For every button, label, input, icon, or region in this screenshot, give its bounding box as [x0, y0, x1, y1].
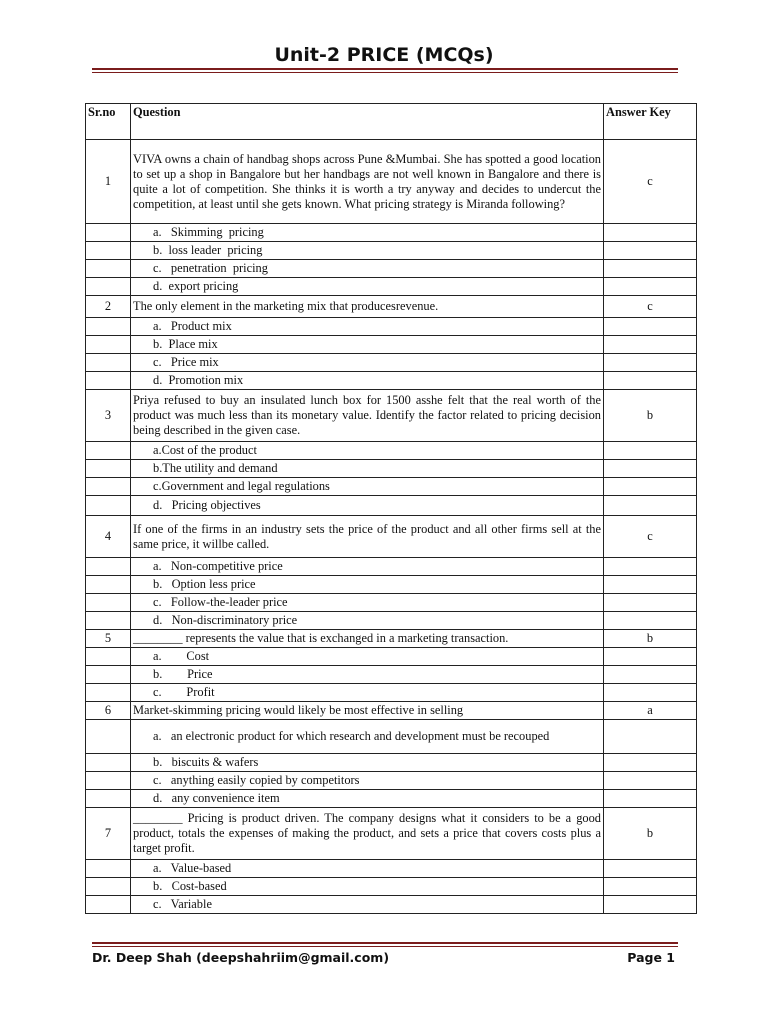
- option-row: [86, 754, 697, 772]
- empty-cell: [604, 896, 697, 914]
- empty-cell: [604, 336, 697, 354]
- empty-cell: [604, 878, 697, 896]
- question-text: ________ represents the value that is exchanged in a marketing transaction.: [131, 630, 604, 648]
- answer-option: d. any convenience item: [131, 790, 604, 808]
- empty-cell: [604, 612, 697, 630]
- empty-cell: [604, 354, 697, 372]
- option-row: [86, 496, 697, 516]
- header-answer-key: Answer Key: [604, 104, 697, 140]
- answer-option: d. Pricing objectives: [131, 496, 604, 516]
- answer-option: c. Profit: [131, 684, 604, 702]
- footer-rule: [92, 942, 678, 944]
- option-row: [86, 576, 697, 594]
- table-header-row: [86, 104, 697, 140]
- empty-cell: [604, 754, 697, 772]
- empty-cell: [86, 666, 131, 684]
- answer-key: c: [604, 140, 697, 224]
- question-number: 4: [86, 516, 131, 558]
- empty-cell: [604, 648, 697, 666]
- option-row: [86, 594, 697, 612]
- empty-cell: [86, 224, 131, 242]
- answer-option: c. Variable: [131, 896, 604, 914]
- question-row: [86, 390, 697, 442]
- empty-cell: [86, 260, 131, 278]
- answer-key: b: [604, 630, 697, 648]
- empty-cell: [86, 772, 131, 790]
- option-row: [86, 372, 697, 390]
- answer-key: b: [604, 390, 697, 442]
- answer-option: d. export pricing: [131, 278, 604, 296]
- question-text: VIVA owns a chain of handbag shops across Pune &Mumbai. She has spotted a good location to set up a shop in Bangalore but her handbags are not well known in Bangalore and there is quite a lot of competition. She thinks it is worth a try anyway and decides to undercut the competition, at least until she gets known. What pricing strategy is Miranda following?: [131, 140, 604, 224]
- header-question: Question: [131, 104, 604, 140]
- option-row: [86, 558, 697, 576]
- option-row: [86, 772, 697, 790]
- empty-cell: [86, 318, 131, 336]
- empty-cell: [604, 558, 697, 576]
- answer-option: a. Value-based: [131, 860, 604, 878]
- answer-option: a. Product mix: [131, 318, 604, 336]
- header-rule: [92, 68, 678, 70]
- empty-cell: [86, 684, 131, 702]
- answer-option: c. anything easily copied by competitors: [131, 772, 604, 790]
- answer-option: d. Non-discriminatory price: [131, 612, 604, 630]
- option-row: [86, 278, 697, 296]
- question-row: [86, 296, 697, 318]
- answer-option: d. Promotion mix: [131, 372, 604, 390]
- question-number: 2: [86, 296, 131, 318]
- option-row: [86, 612, 697, 630]
- question-text: ________ Pricing is product driven. The company designs what it considers to be a good product, totals the expenses of making the product, and sets a price that covers costs plus a target profit.: [131, 808, 604, 860]
- empty-cell: [86, 336, 131, 354]
- answer-option: c. Price mix: [131, 354, 604, 372]
- empty-cell: [604, 684, 697, 702]
- empty-cell: [86, 372, 131, 390]
- question-text: Market-skimming pricing would likely be most effective in selling: [131, 702, 604, 720]
- header-srno: Sr.no: [86, 104, 131, 140]
- answer-option: a.Cost of the product: [131, 442, 604, 460]
- empty-cell: [86, 860, 131, 878]
- empty-cell: [604, 496, 697, 516]
- answer-key: c: [604, 296, 697, 318]
- empty-cell: [604, 224, 697, 242]
- option-row: [86, 224, 697, 242]
- empty-cell: [604, 372, 697, 390]
- page-title: Unit-2 PRICE (MCQs): [274, 44, 494, 66]
- empty-cell: [86, 354, 131, 372]
- footer-rule-thin: [92, 946, 678, 947]
- option-row: [86, 860, 697, 878]
- question-number: 5: [86, 630, 131, 648]
- option-row: [86, 790, 697, 808]
- question-number: 6: [86, 702, 131, 720]
- question-row: [86, 702, 697, 720]
- empty-cell: [86, 576, 131, 594]
- answer-option: b. loss leader pricing: [131, 242, 604, 260]
- answer-option: b. Place mix: [131, 336, 604, 354]
- question-row: [86, 516, 697, 558]
- empty-cell: [604, 594, 697, 612]
- question-number: 3: [86, 390, 131, 442]
- option-row: [86, 666, 697, 684]
- empty-cell: [604, 790, 697, 808]
- empty-cell: [604, 720, 697, 754]
- empty-cell: [604, 772, 697, 790]
- empty-cell: [604, 442, 697, 460]
- option-row: [86, 260, 697, 278]
- question-text: If one of the firms in an industry sets the price of the product and all other firms sell at the same price, it willbe called.: [131, 516, 604, 558]
- question-row: [86, 140, 697, 224]
- option-row: [86, 442, 697, 460]
- empty-cell: [604, 260, 697, 278]
- option-row: [86, 460, 697, 478]
- empty-cell: [86, 648, 131, 666]
- option-row: [86, 878, 697, 896]
- empty-cell: [604, 666, 697, 684]
- question-row: [86, 808, 697, 860]
- empty-cell: [86, 878, 131, 896]
- empty-cell: [86, 720, 131, 754]
- empty-cell: [604, 318, 697, 336]
- mcq-table: [85, 103, 697, 914]
- answer-option: b.The utility and demand: [131, 460, 604, 478]
- option-row: [86, 648, 697, 666]
- empty-cell: [604, 576, 697, 594]
- empty-cell: [86, 594, 131, 612]
- option-row: [86, 896, 697, 914]
- answer-option: c. penetration pricing: [131, 260, 604, 278]
- answer-option: c.Government and legal regulations: [131, 478, 604, 496]
- question-row: [86, 630, 697, 648]
- empty-cell: [86, 442, 131, 460]
- empty-cell: [604, 460, 697, 478]
- empty-cell: [86, 478, 131, 496]
- empty-cell: [86, 754, 131, 772]
- answer-option: b. Option less price: [131, 576, 604, 594]
- empty-cell: [604, 860, 697, 878]
- question-number: 1: [86, 140, 131, 224]
- empty-cell: [86, 790, 131, 808]
- answer-option: a. an electronic product for which research and development must be recouped: [131, 720, 604, 754]
- empty-cell: [604, 478, 697, 496]
- question-number: 7: [86, 808, 131, 860]
- option-row: [86, 336, 697, 354]
- empty-cell: [604, 242, 697, 260]
- answer-key: c: [604, 516, 697, 558]
- empty-cell: [86, 896, 131, 914]
- option-row: [86, 684, 697, 702]
- option-row: [86, 478, 697, 496]
- answer-option: a. Cost: [131, 648, 604, 666]
- option-row: [86, 318, 697, 336]
- empty-cell: [86, 496, 131, 516]
- header-rule-thin: [92, 72, 678, 73]
- footer-page-number: Page 1: [627, 950, 675, 965]
- answer-option: c. Follow-the-leader price: [131, 594, 604, 612]
- question-text: The only element in the marketing mix that producesrevenue.: [131, 296, 604, 318]
- answer-option: b. biscuits & wafers: [131, 754, 604, 772]
- option-row: [86, 720, 697, 754]
- option-row: [86, 354, 697, 372]
- question-text: Priya refused to buy an insulated lunch box for 1500 asshe felt that the real worth of the product was much less than its monetary value. Identify the factor related to pricing decision being described in the given case.: [131, 390, 604, 442]
- answer-option: a. Skimming pricing: [131, 224, 604, 242]
- empty-cell: [86, 612, 131, 630]
- footer-author: Dr. Deep Shah (deepshahriim@gmail.com): [92, 950, 390, 965]
- empty-cell: [86, 242, 131, 260]
- option-row: [86, 242, 697, 260]
- answer-key: a: [604, 702, 697, 720]
- empty-cell: [86, 278, 131, 296]
- answer-option: b. Cost-based: [131, 878, 604, 896]
- answer-option: a. Non-competitive price: [131, 558, 604, 576]
- answer-option: b. Price: [131, 666, 604, 684]
- empty-cell: [86, 460, 131, 478]
- empty-cell: [86, 558, 131, 576]
- answer-key: b: [604, 808, 697, 860]
- empty-cell: [604, 278, 697, 296]
